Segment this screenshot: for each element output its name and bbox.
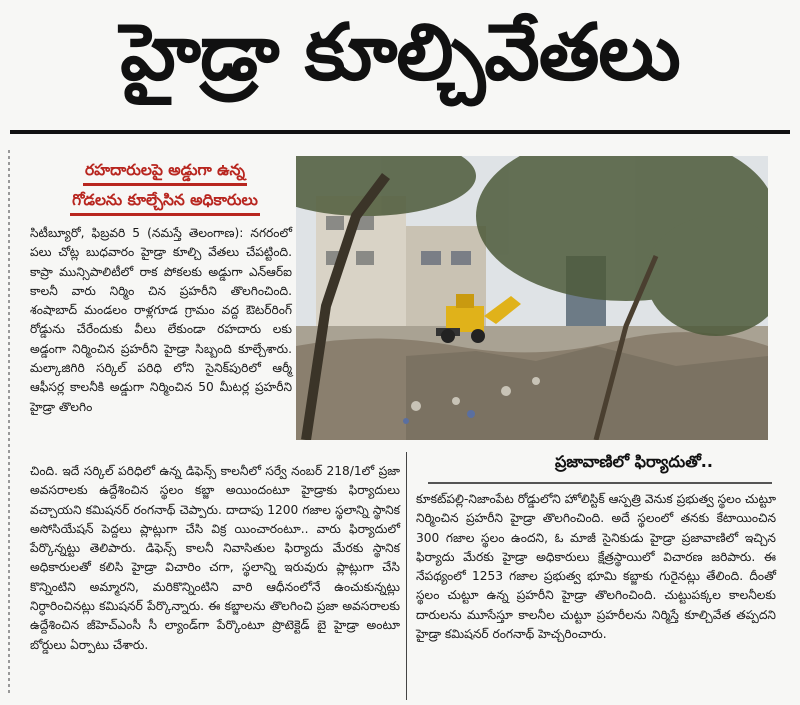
article-body-bottom: చింది. ఇదే సర్కిల్ పరిధిలో ఉన్న డిఫెన్స్ కాలనీలో సర్వే నంబర్ 218/1లో ప్రజా అవసరాలకు ఉద్దేశించిన స్థలం కబ్జా అయిందంటూ హైడ్రాకు ఫిర్యాదులు వచ్చాయని కమిషనర్ రంగనాథ్ చెప్పారు. దాదాపు 1200 గజాల స్థలాన్ని స్థానిక అసోసియేషన్ పెద్దలు ప్లాట్లుగా చేసి విక్ర యించారంటూ.. వారు ఫిర్యాదులో పేర్కొన్నట్టు తెలిపారు. డిఫెన్స్ కాలనీ నివాసితుల ఫిర్యాదు మేరకు స్థానిక అధికారులతో కలిసి హైడ్రా విచారిం చగా, స్థలాన్ని ఇరువురు ప్లాట్లుగా చేసి కొన్నింటిని అమ్మారని, మరికొన్నింటిని వారి ఆధీనంలోనే ఉంచుకున్నట్లు నిర్ధారించినట్లు కమిషనర్ పేర్కొన్నారు. ఈ కబ్జాలను తొలగించి ప్రజా అవసరాలకు ఉద్దేశించిన జీహెచ్ఎంసీ సీ ల్యాండ్‌గా పేర్కొంటూ ప్రొటెక్టెడ్ బై హైడ్రా అంటూ బోర్డులు ఏర్పాటు చేశారు. (30, 464, 400, 652)
news-photo (296, 156, 768, 440)
sidebox-title-rule (428, 482, 772, 484)
subheading (40, 158, 290, 218)
sidebox-title: ప్రజావాణిలో ఫిర్యాదుతో.. (555, 452, 713, 471)
headline-rule (10, 130, 790, 134)
demolition-photo (296, 156, 768, 440)
sidebox-body: కూకట్‌పల్లి-నిజాంపేట రోడ్డులోని హోలిస్టిక్ ఆస్పత్రి వెనుక ప్రభుత్వ స్థలం చుట్టూ నిర్మించిన ప్రహరీని హైడ్రా తొలగించింది. అదే స్థలంలో తనకు కేటాయించిన 300 గజాల స్థలం ఉందని, ఓ మాజీ సైనికుడు హైడ్రా ప్రజావాణిలో ఇచ్చిన ఫిర్యాదు మేరకు హైడ్రా అధికారులు క్షేత్రస్థాయిలో విచారణ జరిపారు. ఈ నేపథ్యంలో 1253 గజాల ప్రభుత్వ భూమి కబ్జాకు గురైనట్లు తేలింది. దీంతో స్థలం చుట్టూ ఉన్న ప్రహరీని హైడ్రా తొలగించింది. చుట్టుపక్కల కాలనీలకు దారులను మూసేస్తూ కాలనీల చుట్టూ ప్రహరీలను నిర్మిస్తే కూల్చివేత తప్పదని హైడ్రా కమిషనర్ రంగనాథ్ హెచ్చరించారు. (416, 492, 776, 642)
page-edge-rule (8, 150, 10, 695)
subheading-line-2: గోడలను కూల్చేసిన అధికారులు (70, 188, 260, 216)
article-body-top: సిటీబ్యూరో, ఫిబ్రవరి 5 (నమస్తే తెలంగాణ): నగరంలో పలు చోట్ల బుధవారం హైడ్రా కూల్చి వేతలు చేపట్టింది. కాప్రా మున్సిపాలిటీలో రాక పోకలకు అడ్డుగా ఎన్‌ఆర్‌ఐ కాలనీ వారు నిర్మిం చిన ప్రహరీని తొలగించింది. శంషాబాద్ మండలం రాళ్లగూడ గ్రామం వద్ద ఔటర్‌రింగ్ రోడ్డును చేరేందుకు వీలు లేకుండా రహదారు లకు అడ్డంగా నిర్మించిన ప్రహరీని హైడ్రా సిబ్బంది కూల్చేశారు. మల్కాజిగిరి సర్కిల్ పరిధి లోని సైనిక్‌పురిలో ఆర్మీ ఆఫీసర్ల కాలనీకి అడ్డుగా నిర్మించిన 50 మీటర్ల ప్రహరీని హైడ్రా తొలగిం (30, 226, 292, 414)
column-divider (406, 452, 407, 700)
subheading-line-1: రహదారులపై అడ్డుగా ఉన్న (83, 158, 247, 186)
headline: హైడ్రా కూల్చివేతలు (120, 7, 680, 98)
